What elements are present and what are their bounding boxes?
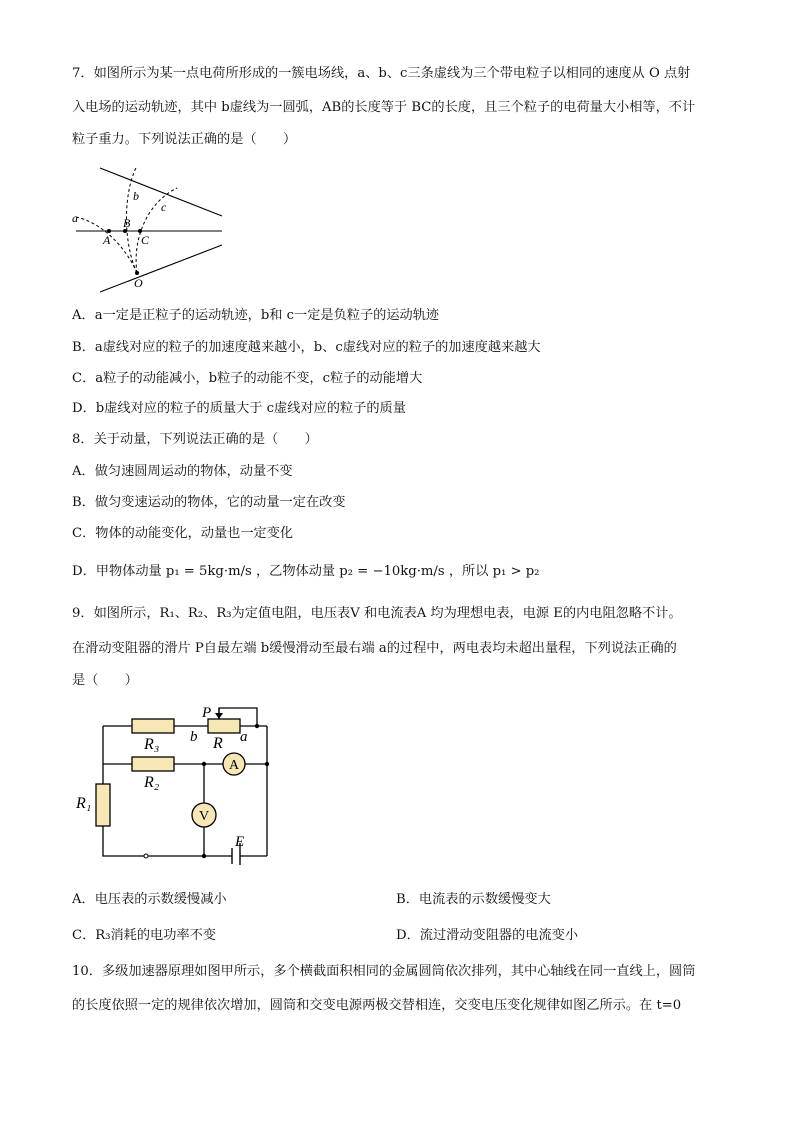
q7-stem-line-1: 7．如图所示为某一点电荷所形成的一簇电场线，a、b、c三条虚线为三个带电粒子以相同的速度从 O 点射 (72, 66, 691, 81)
q7-stem-line-3: 粒子重力。下列说法正确的是（ ） (72, 132, 297, 147)
q7-label-A: A (103, 233, 111, 247)
q7-stem-line-2: 入电场的运动轨迹，其中 b虚线为一圆弧，AB的长度等于 BC的长度，且三个粒子的电荷量大小相等，不计 (72, 100, 696, 115)
q8-option-a[interactable]: A．做匀速圆周运动的物体，动量不变 (72, 464, 293, 479)
q8-option-b[interactable]: B．做匀变速运动的物体，它的动量一定在改变 (72, 495, 346, 510)
q9-stem-line-3: 是（ ） (72, 673, 138, 688)
q7-electric-field-figure (70, 160, 240, 295)
q9-label-R1: R₁ (76, 795, 92, 812)
q9-label-R3: R₃ (144, 736, 160, 753)
q9-label-R2: R₂ (144, 774, 160, 791)
q8-option-c[interactable]: C．物体的动能变化，动量也一定变化 (72, 526, 294, 541)
q9-label-b: b (190, 729, 198, 745)
q7-option-d[interactable]: D．b虚线对应的粒子的质量大于 c虚线对应的粒子的质量 (72, 401, 406, 416)
q7-label-B: B (123, 216, 131, 230)
q10-stem-line-1: 10．多级加速器原理如图甲所示，多个横截面积相同的金属圆筒依次排列，其中心轴线在同一直线上，圆筒 (72, 964, 696, 979)
q9-label-R: R (213, 735, 223, 752)
q9-option-c[interactable]: C．R₃消耗的电功率不变 (72, 928, 216, 943)
q9-stem-line-1: 9．如图所示，R₁、R₂、R₃为定值电阻，电压表V 和电流表A 均为理想电表，电源 E的内电阻忽略不计。 (72, 606, 682, 621)
q9-label-E: E (235, 834, 245, 850)
q7-option-a[interactable]: A．a一定是正粒子的运动轨迹，b和 c一定是负粒子的运动轨迹 (72, 308, 440, 323)
q7-label-O: O (134, 276, 143, 290)
q8-option-d[interactable]: D．甲物体动量 p₁ = 5kg·m/s ，乙物体动量 p₂ = −10kg·m/s ，所以 p₁ > p₂ (72, 564, 540, 579)
voltmeter-icon: V (198, 809, 210, 824)
q9-label-a: a (240, 729, 248, 745)
q7-label-c: c (161, 200, 167, 214)
q7-option-b[interactable]: B．a虚线对应的粒子的加速度越来越小，b、c虚线对应的粒子的加速度越来越大 (72, 340, 541, 355)
q9-option-a[interactable]: A．电压表的示数缓慢减小 (72, 892, 227, 907)
q9-option-b[interactable]: B．电流表的示数缓慢变大 (396, 892, 551, 907)
q7-label-C: C (141, 233, 150, 247)
q8-stem: 8．关于动量，下列说法正确的是（ ） (72, 432, 318, 447)
q9-stem-line-2: 在滑动变阻器的滑片 P自最左端 b缓慢滑动至最右端 a的过程中，两电表均未超出量程，下列说法正确的 (72, 641, 677, 656)
q9-circuit-figure (74, 700, 279, 865)
q7-label-a: a (72, 211, 78, 225)
q7-option-c[interactable]: C．a粒子的动能减小，b粒子的动能不变，c粒子的动能增大 (72, 371, 423, 386)
q7-label-b: b (133, 189, 139, 203)
ammeter-icon: A (228, 758, 240, 773)
q9-label-P: P (202, 705, 212, 721)
q9-option-d[interactable]: D．流过滑动变阻器的电流变小 (396, 928, 579, 943)
q10-stem-line-2: 的长度依照一定的规律依次增加，圆筒和交变电源两极交替相连，交变电压变化规律如图乙所示。在 t=0 (72, 998, 682, 1013)
